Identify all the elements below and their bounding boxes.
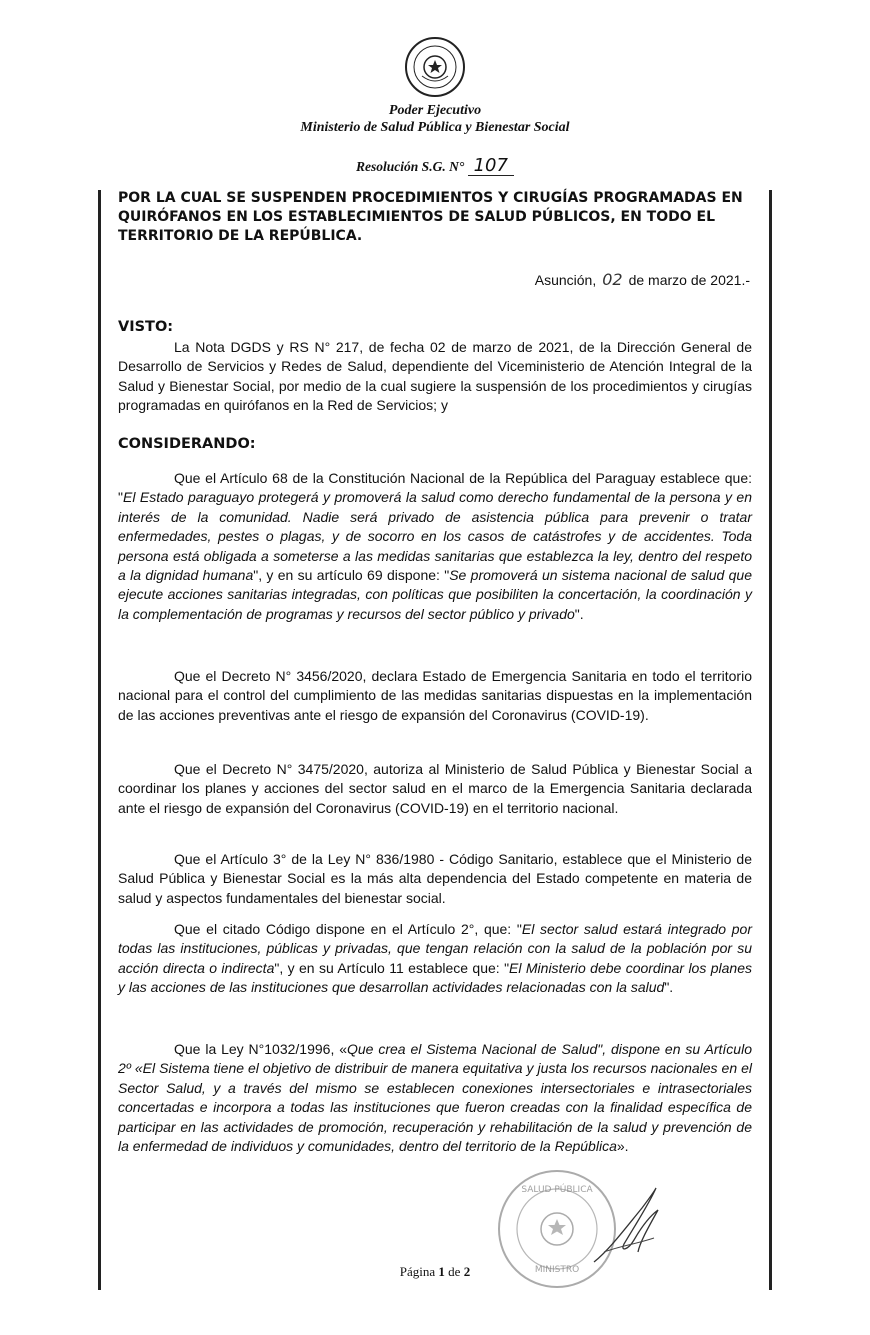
date-day: 02 [602,270,623,289]
considerando-paragraph-3: Que el Decreto N° 3475/2020, autoriza al Ministerio de Salud Pública y Bienestar Social a coordinar los planes y acciones del sector salud en el marco de la Emergencia Sanitaria declarada ante el riesgo de expansión del Coronavirus (COVID-19) en el territorio nacional. [118,761,752,816]
quote-segment: El Estado paraguayo protegerá y promoverá la salud como derecho fundamental de la persona y en interés de la comunidad. Nadie será privado de asistencia pública para prevenir o tratar enfermedades, pestes o plagas, y de socorro en los casos de catástrofes y de accidentes. Toda persona está obligada a someterse a las medidas sanitarias que establezca la ley, dentro del respeto a la dignidad humana [118,489,752,584]
date-prefix: Asunción, [534,272,597,288]
svg-text:MINISTRO: MINISTRO [534,1265,580,1275]
footer-page-number: 1 [438,1264,445,1279]
text-segment: ». [616,1138,629,1155]
document-date [535,270,750,289]
text-segment: ", y en su artículo 69 dispone: " [253,567,450,584]
considerando-paragraph-2: Que el Decreto N° 3456/2020, declara Estado de Emergencia Sanitaria en todo el territorio nacional para el control del cumplimiento de las medidas sanitarias dispuestas en la implementación de las acciones preventivas ante el riesgo de expansión del Coronavirus (COVID-19). [118,668,752,723]
left-margin-rule [98,190,101,1290]
resolution-line [0,157,870,176]
considerando-paragraph-4: Que el Artículo 3° de la Ley N° 836/1980 - Código Sanitario, establece que el Ministerio de Salud Pública y Bienestar Social es la más alta dependencia del Estado competente en materia de salud y aspectos fundamentales del bienestar social. [118,851,752,906]
considerando-paragraph-5 [118,920,752,998]
considerando-heading: CONSIDERANDO: [118,436,256,452]
document-title: POR LA CUAL SE SUSPENDEN PROCEDIMIENTOS Y CIRUGÍAS PROGRAMADAS EN QUIRÓFANOS EN LOS ESTABLECIMIENTOS DE SALUD PÚBLICOS, EN TODO EL TERRITORIO DE LA REPÚBLICA. [118,190,743,244]
footer-total-pages: 2 [463,1264,471,1279]
header-line-2: Ministerio de Salud Pública y Bienestar Social [300,120,570,135]
considerando-paragraph-1 [118,469,752,624]
quote-segment: Se promoverá un sistema nacional de salud que ejecute acciones sanitarias integradas, con políticas que posibiliten la concertación, la coordinación y la complementación de programas y recursos del sector público y privado [118,567,752,622]
resolution-label: Resolución S.G. N° [356,159,465,174]
page-footer [0,1264,870,1280]
date-suffix: de marzo de 2021.- [628,272,750,288]
text-segment: ". [574,605,584,622]
signature-icon [584,1180,684,1270]
text-segment: ". [664,979,674,996]
national-seal-icon [404,36,466,98]
visto-paragraph: La Nota DGDS y RS N° 217, de fecha 02 de marzo de 2021, de la Dirección General de Desarrollo de Servicios y Redes de Salud, dependiente del Viceministerio de Atención Integral de la Salud y Bienestar Social, por medio de la cual sugiere la suspensión de los procedimientos y cirugías programadas en quirófanos en la Red de Servicios; y [118,339,752,414]
footer-prefix: Página [399,1264,436,1279]
quote-segment: El sector salud estará integrado por todas las instituciones, públicas y privadas, que tengan relación con la salud de la población por su acción directa o indirecta [118,921,753,976]
right-margin-rule [769,190,772,1290]
header-line-1: Poder Ejecutivo [388,103,482,118]
quote-segment: Que crea el Sistema Nacional de Salud", dispone en su Artículo 2º «El Sistema tiene el objetivo de distribuir de manera equitativa y justa los recursos nacionales en el Sector Salud, y a través del mismo se establecen conexiones intersectoriales e intrasectoriales concertadas e incorpora a todas las instituciones que fueron creadas con la finalidad específica de participar en las actividades de promoción, recuperación y rehabilitación de la salud y prevención de la enfermedad de individuos y comunidades, dentro del territorio de la República [118,1041,752,1155]
visto-heading: VISTO: [118,319,174,335]
considerando-paragraph-6 [118,1040,752,1156]
text-segment: ", y en su Artículo 11 establece que: " [274,959,510,976]
quote-segment: El Ministerio debe coordinar los planes y las acciones de las instituciones que desarrollan actividades relacionadas con la salud [118,959,752,996]
resolution-number: 107 [468,157,514,176]
footer-of: de [448,1264,461,1279]
text-segment: Que el Artículo 68 de la Constitución Nacional de la República del Paraguay establece que: " [118,470,752,506]
text-segment: Que la Ley N°1032/1996, « [174,1041,347,1057]
text-segment: Que el citado Código dispone en el Artículo 2°, que: " [174,921,522,937]
svg-text:SALUD PÚBLICA: SALUD PÚBLICA [521,1185,593,1195]
